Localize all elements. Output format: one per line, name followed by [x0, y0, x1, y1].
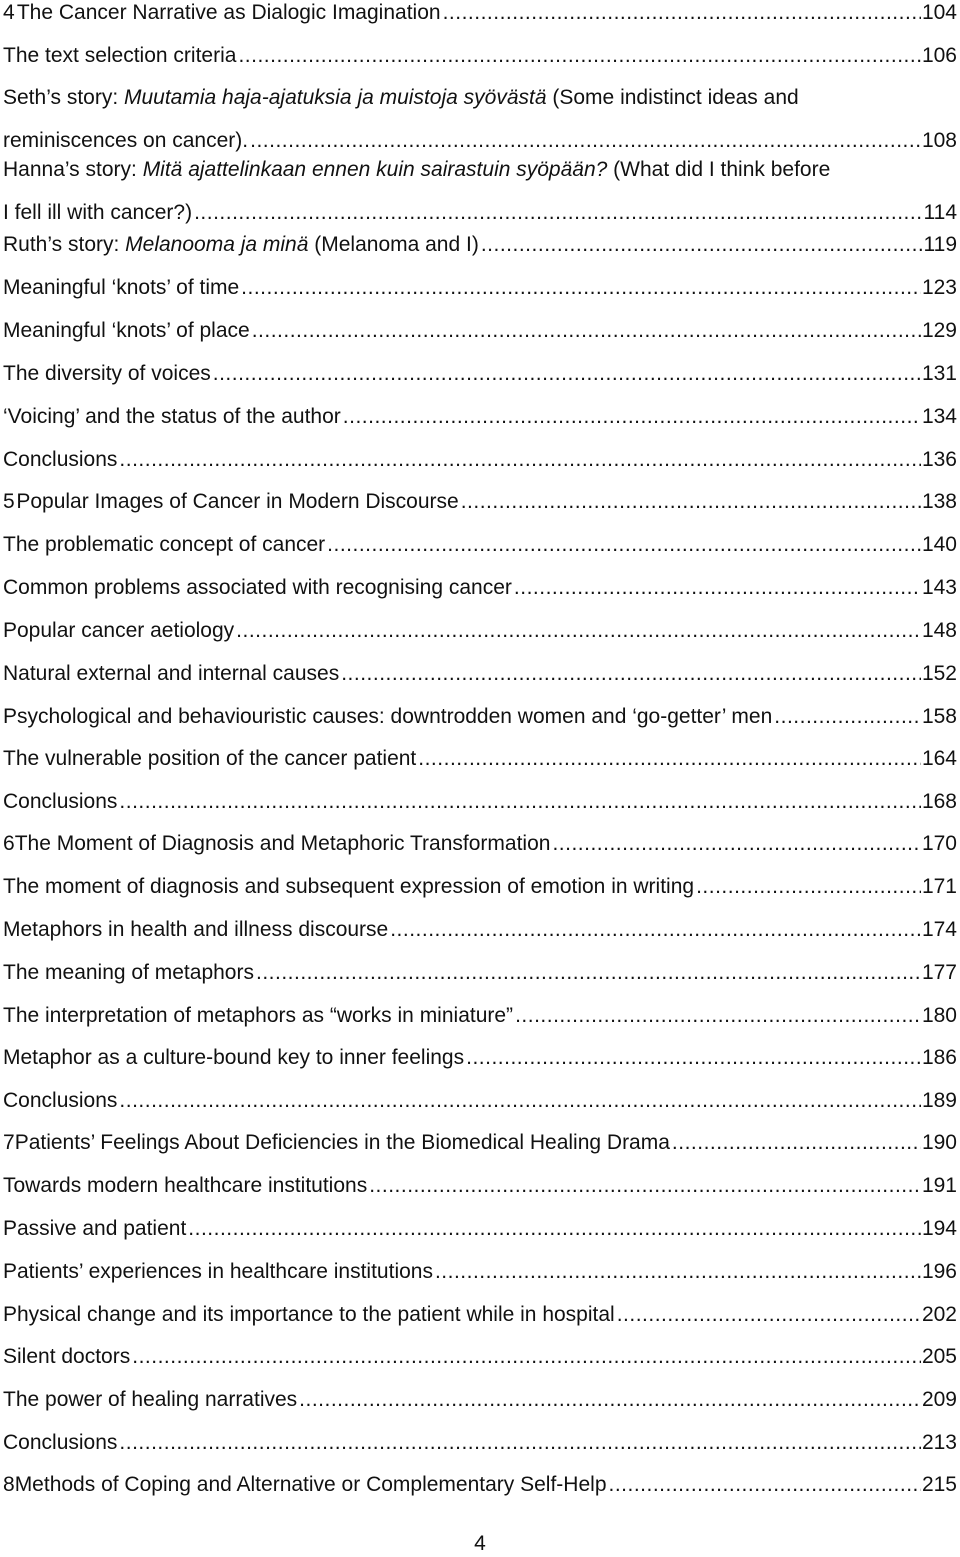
dot-leader [369, 1174, 921, 1198]
entry-title: Patients’ experiences in healthcare institutions [3, 1260, 433, 1283]
entry-title: The vulnerable position of the cancer patient [3, 747, 417, 770]
entry-title: Meaningful ‘knots’ of time [3, 276, 240, 299]
dot-leader [213, 362, 921, 386]
page-number: 209 [921, 1388, 957, 1411]
dot-leader [418, 747, 921, 771]
toc-section-entry[interactable] [3, 362, 957, 386]
toc-section-entry[interactable] [3, 918, 957, 942]
page-number: 131 [921, 362, 957, 385]
dot-leader [256, 961, 921, 985]
dot-leader [774, 705, 921, 729]
chapter-number: 4 [3, 1, 15, 24]
entry-title-prefix: Seth’s story: [3, 86, 124, 109]
dot-leader [515, 1004, 921, 1028]
footer-page-number: 4 [474, 1532, 486, 1555]
entry-title: The problematic concept of cancer [3, 533, 326, 556]
dot-leader [552, 832, 921, 856]
dot-leader [443, 1, 921, 25]
page-number: 191 [921, 1174, 957, 1197]
toc-section-entry[interactable] [3, 405, 957, 429]
toc-section-entry[interactable] [3, 576, 957, 600]
page-number: 196 [921, 1260, 957, 1283]
toc-section-entry[interactable] [3, 319, 957, 343]
page-number: 143 [921, 576, 957, 599]
chapter-number: 6 [3, 832, 15, 855]
toc-section-entry[interactable] [3, 1004, 957, 1028]
page-number: 123 [921, 276, 957, 299]
entry-title: Popular Images of Cancer in Modern Discourse [16, 490, 459, 513]
toc-section-entry[interactable] [3, 1260, 957, 1284]
page-number: 134 [921, 405, 957, 428]
entry-title: The power of healing narratives [3, 1388, 298, 1411]
dot-leader [672, 1131, 921, 1155]
entry-title-continuation: I fell ill with cancer?) [3, 201, 193, 224]
dot-leader [119, 1089, 921, 1113]
toc-section-entry[interactable] [3, 790, 957, 814]
dot-leader [461, 490, 921, 514]
toc-section-entry[interactable] [3, 1046, 957, 1070]
toc-section-entry[interactable] [3, 276, 957, 300]
page-number: 138 [921, 490, 957, 513]
entry-title: Natural external and internal causes [3, 662, 340, 685]
entry-title-suffix: (Melanoma and I) [308, 233, 479, 256]
page-number: 190 [921, 1131, 957, 1154]
dot-leader [119, 790, 921, 814]
toc-section-entry[interactable] [3, 1431, 957, 1455]
dot-leader [327, 533, 921, 557]
dot-leader [238, 44, 921, 68]
page-number: 152 [921, 662, 957, 685]
entry-title: The meaning of metaphors [3, 961, 254, 984]
entry-title-suffix: (Some indistinct ideas and [546, 86, 799, 109]
toc-section-entry[interactable] [3, 662, 957, 686]
page-number: 140 [921, 533, 957, 556]
page-number: 171 [921, 875, 957, 898]
entry-title-prefix: Hanna’s story: [3, 158, 143, 181]
page-number: 174 [921, 918, 957, 941]
entry-title: The Moment of Diagnosis and Metaphoric Transformation [14, 832, 551, 855]
toc-section-entry[interactable] [3, 1303, 957, 1327]
chapter-number: 5 [3, 490, 15, 513]
dot-leader [617, 1303, 921, 1327]
entry-title: Physical change and its importance to the patient while in hospital [3, 1303, 615, 1326]
entry-title: Methods of Coping and Alternative or Complementary Self-Help [14, 1473, 607, 1496]
dot-leader [390, 918, 921, 942]
toc-section-entry[interactable] [3, 1345, 957, 1369]
entry-title: Popular cancer aetiology [3, 619, 235, 642]
entry-title-italic: Mitä ajattelinkaan ennen kuin sairastuin syöpään? [142, 158, 608, 181]
page-number: 170 [921, 832, 957, 855]
dot-leader [299, 1388, 921, 1412]
page-number: 119 [923, 233, 957, 256]
dot-leader [514, 576, 921, 600]
toc-section-entry[interactable] [3, 1089, 957, 1113]
entry-title: Conclusions [3, 790, 118, 813]
entry-title-italic: Muutamia haja-ajatuksia ja muistoja syövästä [124, 86, 547, 109]
dot-leader [194, 201, 922, 225]
page-number: 136 [921, 448, 957, 471]
dot-leader [236, 619, 921, 643]
entry-title-prefix: Ruth’s story: [3, 233, 126, 256]
toc-section-entry[interactable] [3, 705, 957, 729]
toc-section-entry[interactable] [3, 1388, 957, 1412]
entry-title: Conclusions [3, 1431, 118, 1454]
entry-title: Metaphor as a culture-bound key to inner feelings [3, 1046, 465, 1069]
toc-section-entry[interactable] [3, 961, 957, 985]
page-number: 108 [921, 129, 957, 152]
entry-title-continuation: reminiscences on cancer). [3, 129, 249, 152]
dot-leader [241, 276, 921, 300]
page-number: 194 [921, 1217, 957, 1240]
entry-title: Meaningful ‘knots’ of place [3, 319, 250, 342]
entry-title: Conclusions [3, 1089, 118, 1112]
dot-leader [466, 1046, 921, 1070]
toc-chapter-entry[interactable] [3, 1, 957, 25]
toc-section-entry[interactable] [3, 158, 957, 225]
page-number: 189 [921, 1089, 957, 1112]
entry-title: Psychological and behaviouristic causes: downtrodden women and ‘go-getter’ men [3, 705, 773, 728]
page-number: 213 [921, 1431, 957, 1454]
toc-chapter-entry[interactable] [3, 490, 957, 514]
entry-title: Passive and patient [3, 1217, 187, 1240]
page-number: 168 [921, 790, 957, 813]
dot-leader [132, 1345, 921, 1369]
page-number: 148 [921, 619, 957, 642]
dot-leader [188, 1217, 921, 1241]
chapter-number: 7 [3, 1131, 15, 1154]
toc-chapter-entry[interactable] [3, 1473, 957, 1497]
toc-section-entry[interactable] [3, 86, 957, 153]
entry-title-suffix: (What did I think before [607, 158, 831, 181]
page-number: 177 [921, 961, 957, 984]
entry-title: ‘Voicing’ and the status of the author [3, 405, 341, 428]
page-number: 202 [921, 1303, 957, 1326]
page-number: 106 [921, 44, 957, 67]
entry-title: Patients’ Feelings About Deficiencies in the Biomedical Healing Drama [14, 1131, 670, 1154]
dot-leader [119, 1431, 921, 1455]
entry-title: Metaphors in health and illness discourse [3, 918, 389, 941]
entry-title: The moment of diagnosis and subsequent expression of emotion in writing [3, 875, 695, 898]
toc-chapter-entry[interactable] [3, 832, 957, 856]
toc-section-entry[interactable] [3, 533, 957, 557]
dot-leader [343, 405, 921, 429]
entry-title: The Cancer Narrative as Dialogic Imagination [16, 1, 441, 24]
toc-section-entry[interactable] [3, 875, 957, 899]
entry-title: The interpretation of metaphors as “works in miniature” [3, 1004, 514, 1027]
page-number: 114 [923, 201, 957, 224]
dot-leader [609, 1473, 921, 1497]
page-number: 164 [921, 747, 957, 770]
toc-chapter-entry[interactable] [3, 1131, 957, 1155]
toc-section-entry[interactable] [3, 1217, 957, 1241]
entry-title: The diversity of voices [3, 362, 211, 385]
entry-title [3, 233, 479, 257]
entry-title: Conclusions [3, 448, 118, 471]
entry-title-italic: Melanooma ja minä [125, 233, 309, 256]
page-number: 180 [921, 1004, 957, 1027]
toc-section-entry[interactable] [3, 448, 957, 472]
dot-leader [341, 662, 921, 686]
entry-title: Silent doctors [3, 1345, 131, 1368]
dot-leader [481, 233, 923, 257]
entry-title: Common problems associated with recognising cancer [3, 576, 512, 599]
page-number: 104 [921, 1, 957, 24]
page-number: 186 [921, 1046, 957, 1069]
page-number: 205 [921, 1345, 957, 1368]
toc-section-entry[interactable] [3, 1174, 957, 1198]
toc-section-entry[interactable] [3, 44, 957, 68]
dot-leader [252, 319, 921, 343]
dot-leader [119, 448, 921, 472]
chapter-number: 8 [3, 1473, 15, 1496]
toc-section-entry[interactable] [3, 619, 957, 643]
page-number: 215 [921, 1473, 957, 1496]
page-number: 158 [921, 705, 957, 728]
toc-section-entry[interactable] [3, 747, 957, 771]
entry-title: The text selection criteria [3, 44, 237, 67]
dot-leader [696, 875, 921, 899]
dot-leader [435, 1260, 921, 1284]
dot-leader [250, 129, 921, 153]
toc-section-entry[interactable] [3, 233, 957, 257]
page-number: 129 [921, 319, 957, 342]
entry-title: Towards modern healthcare institutions [3, 1174, 368, 1197]
